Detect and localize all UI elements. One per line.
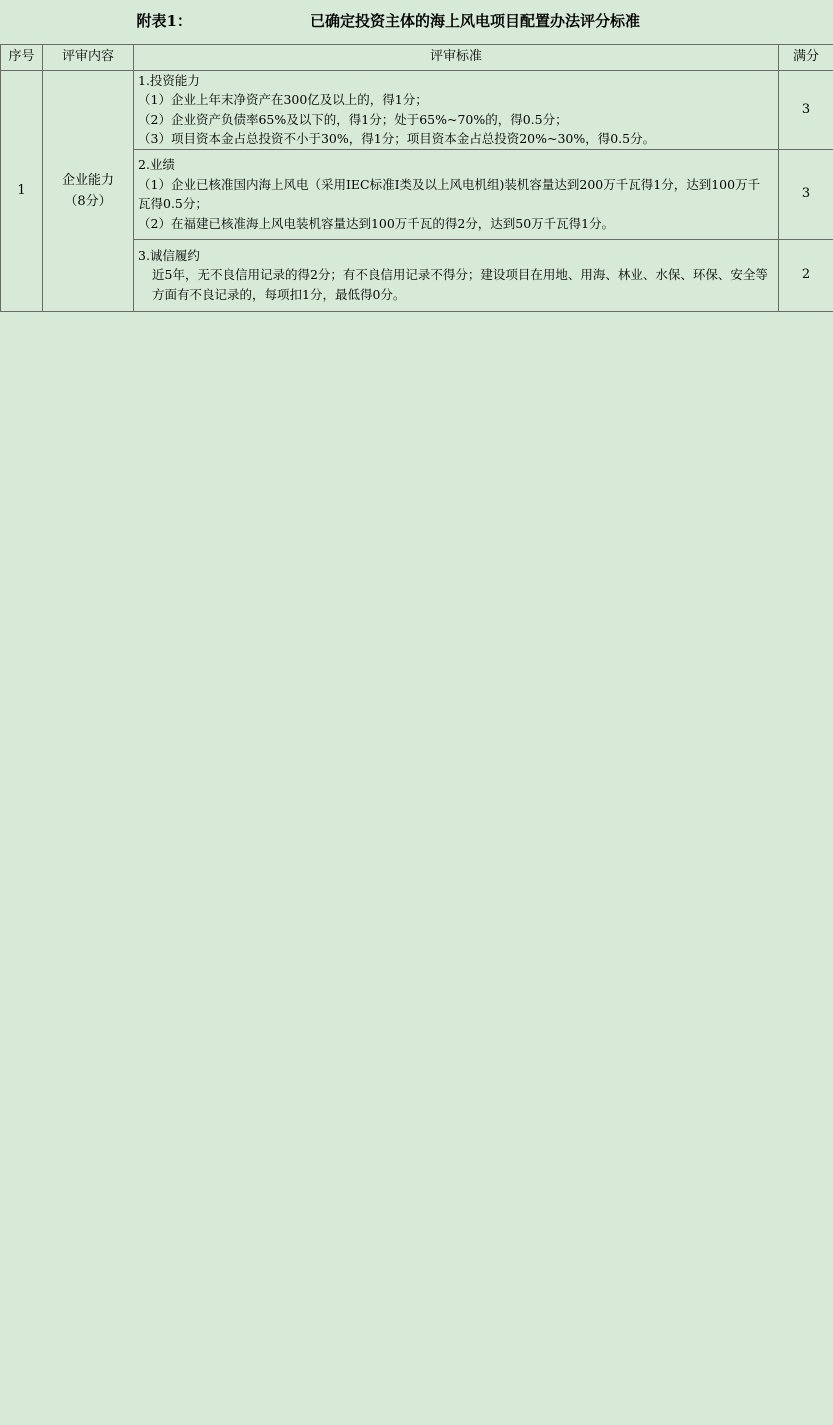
score-cell: 3: [779, 70, 833, 149]
criteria-line: 近5年，无不良信用记录的得2分；有不良信用记录不得分；建设项目在用地、用海、林业、水保、环保、安全等方面有不良记录的，每项扣1分，最低得0分。: [152, 267, 768, 302]
header-row: [1, 44, 833, 70]
table-body: [1, 70, 833, 311]
category-cell: [43, 70, 134, 311]
criteria-line: （3）项目资本金占总投资不小于30%，得1分；项目资本金占总投资20%~30%，得0.5分。: [138, 131, 656, 146]
criteria-cell: [134, 239, 779, 311]
category-name: 企业能力: [61, 172, 114, 188]
criteria-title: 2.业绩: [138, 157, 175, 172]
header-content: 评审内容: [43, 44, 134, 70]
criteria-cell: [134, 70, 779, 149]
header-full: 满分: [779, 44, 833, 70]
criteria-line: （1）企业上年末净资产在300亿及以上的，得1分；: [138, 92, 428, 107]
criteria-cell: [134, 149, 779, 239]
title-main: 已确定投资主体的海上风电项目配置办法评分标准: [309, 12, 640, 30]
criteria-line: （2）在福建已核准海上风电装机容量达到100万千瓦的得2分，达到50万千瓦得1分。: [138, 215, 615, 231]
header-no: 序号: [1, 44, 43, 70]
table-row: [1, 70, 833, 149]
score-cell: 2: [779, 239, 833, 311]
criteria-title: 3.诚信履约: [138, 247, 200, 263]
score-cell: 3: [779, 149, 833, 239]
scoring-table: [0, 0, 833, 312]
title-prefix: 附表1：: [136, 12, 192, 30]
criteria-line: （2）企业资产负债率65%及以下的，得1分；处于65%~70%的，得0.5分；: [138, 111, 568, 127]
row-number: 1: [1, 70, 43, 311]
header-criteria: 评审标准: [134, 44, 779, 70]
criteria-line: （1）企业已核准国内海上风电（采用IEC标准I类及以上风电机组)装机容量达到200万千瓦得1分，达到100万千瓦得0.5分；: [138, 176, 761, 211]
category-points: （8分）: [64, 193, 112, 209]
title-row: [1, 0, 833, 44]
table-title: [1, 0, 833, 44]
criteria-title: 1.投资能力: [138, 72, 200, 88]
